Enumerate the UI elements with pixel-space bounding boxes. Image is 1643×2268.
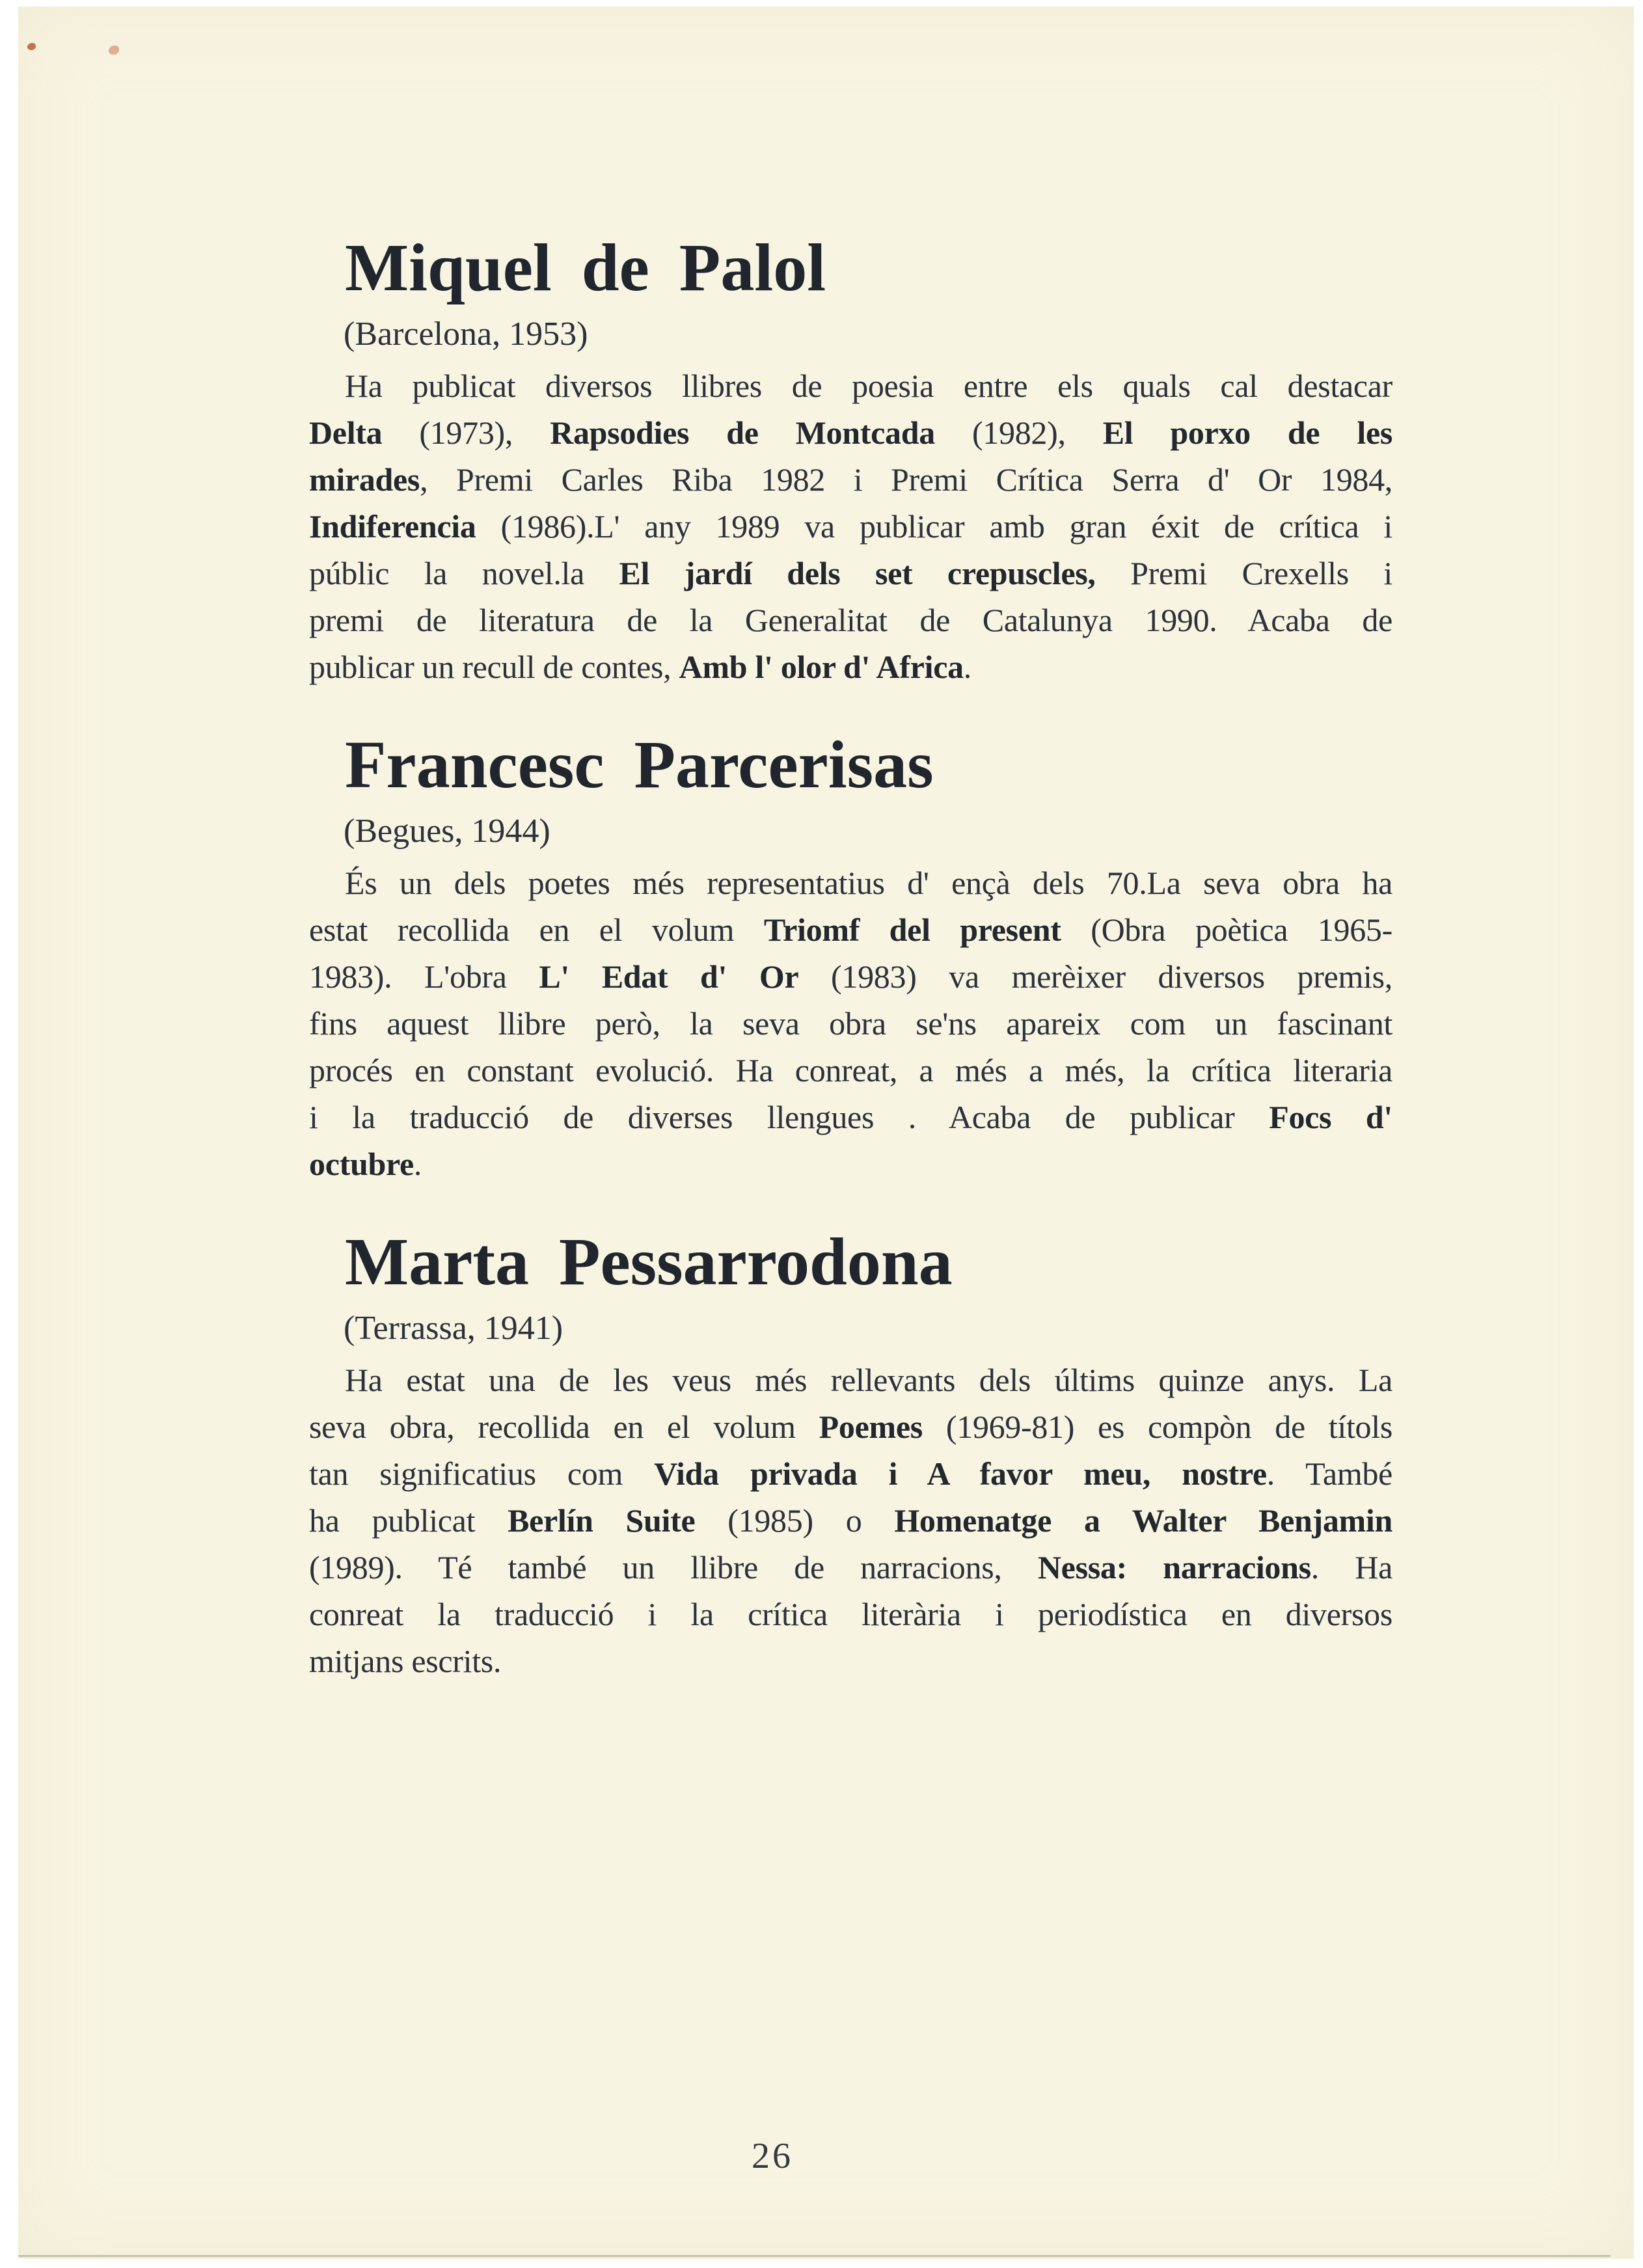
bio-text: . També: [1266, 1455, 1392, 1492]
bio-text: (1969-81) es compòn de títols: [922, 1409, 1393, 1445]
bio-text: (1982),: [934, 414, 1103, 451]
book-title: Delta: [309, 414, 383, 451]
bio-text: 1983). L'obra: [309, 958, 539, 995]
scan-speckle: [109, 46, 119, 55]
book-title: Homenatge a Walter Benjamin: [894, 1502, 1392, 1539]
bio-line: [309, 1403, 1392, 1450]
book-title: El porxo de les: [1102, 414, 1393, 451]
author-origin: (Barcelona, 1953): [344, 316, 588, 353]
bio-line: [309, 1141, 1392, 1187]
book-title: Nessa: narracions: [1037, 1549, 1311, 1586]
book-title: Triomf del present: [763, 911, 1061, 948]
bio-line: [309, 1000, 1392, 1047]
author-bio: [309, 859, 1392, 1187]
bio-line: [309, 953, 1392, 1000]
author-section-francesc-parcerisas: [309, 729, 1392, 1187]
book-title: mirades: [309, 461, 420, 498]
scan-edge-line: [18, 2255, 1610, 2257]
bio-text: Ha publicat diversos llibres de poesia entre els quals cal destacar: [345, 368, 1392, 404]
author-section-miquel-de-palol: [309, 232, 1392, 690]
bio-line: [309, 859, 1392, 906]
book-title: L' Edat d' Or: [539, 958, 799, 995]
bio-text: mitjans escrits.: [309, 1643, 502, 1679]
bio-text: . Ha: [1310, 1549, 1393, 1586]
bio-text: , Premi Carles Riba 1982 i Premi Crítica Serra d' Or 1984,: [420, 461, 1392, 498]
author-origin: (Begues, 1944): [344, 813, 550, 850]
author-section-marta-pessarrodona: [309, 1226, 1392, 1684]
book-title: Poemes: [819, 1409, 923, 1445]
bio-text: públic la novel.la: [309, 555, 619, 591]
book-title: Berlín Suite: [508, 1502, 696, 1539]
author-name-heading: Francesc Parcerisas: [345, 727, 934, 802]
bio-text: procés en constant evolució. Ha conreat, a més a més, la crítica literaria: [309, 1052, 1392, 1088]
bio-text: estat recollida en el volum: [309, 911, 764, 948]
bio-line: [309, 1047, 1392, 1094]
bio-text: (Obra poètica 1965-: [1061, 911, 1392, 948]
bio-text: (1983) va merèixer diversos premis,: [798, 958, 1392, 995]
bio-text: .: [963, 649, 971, 685]
author-bio: [309, 1357, 1392, 1684]
author-name-heading: Miquel de Palol: [345, 230, 826, 305]
book-title: Focs d': [1269, 1099, 1392, 1135]
bio-line: [309, 1497, 1392, 1544]
bio-text: i la traducció de diverses llengues . Acaba de publicar: [309, 1099, 1270, 1135]
bio-text: (1986).L' any 1989 va publicar amb gran éxit de crítica i: [476, 508, 1392, 545]
bio-text: Premi Crexells i: [1095, 555, 1392, 591]
book-title: octubre: [309, 1146, 414, 1182]
book-title: Indiferencia: [309, 508, 476, 545]
bio-line: [309, 550, 1392, 597]
bio-text: Ha estat una de les veus més rellevants dels últims quinze anys. La: [345, 1362, 1392, 1398]
bio-text: (1989). Té també un llibre de narracions,: [309, 1549, 1038, 1586]
bio-line: [309, 1094, 1392, 1141]
bio-line: [309, 1638, 1392, 1684]
bio-line: [309, 362, 1392, 409]
author-bio: [309, 362, 1392, 690]
author-name-heading: Marta Pessarrodona: [345, 1224, 953, 1299]
book-title: Amb l' olor d' Africa: [679, 649, 964, 685]
bio-line: [309, 409, 1392, 456]
bio-line: [309, 503, 1392, 550]
bio-line: [309, 1357, 1392, 1403]
bio-line: [309, 906, 1392, 953]
bio-text: (1985) o: [695, 1502, 895, 1539]
author-origin: (Terrassa, 1941): [344, 1310, 564, 1347]
bio-line: [309, 456, 1392, 503]
bio-text: ha publicat: [309, 1502, 508, 1539]
scan-speckle: [27, 43, 36, 50]
bio-text: .: [413, 1146, 422, 1182]
bio-text: premi de literatura de la Generalitat de Catalunya 1990. Acaba de: [309, 602, 1392, 638]
bio-line: [309, 597, 1392, 643]
book-title: Rapsodies de Montcada: [550, 414, 935, 451]
bio-text: seva obra, recollida en el volum: [309, 1409, 819, 1445]
bio-text: (1973),: [382, 414, 550, 451]
bio-line: [309, 643, 1392, 690]
book-title: Vida privada i A favor meu, nostre: [654, 1455, 1267, 1492]
bio-line: [309, 1450, 1392, 1497]
book-title: El jardí dels set crepuscles,: [619, 555, 1096, 591]
bio-text: tan significatius com: [309, 1455, 655, 1492]
bio-text: fins aquest llibre però, la seva obra se'ns apareix com un fascinant: [309, 1005, 1392, 1042]
bio-line: [309, 1591, 1392, 1638]
bio-text: conreat la traducció i la crítica literària i periodística en diversos: [309, 1596, 1392, 1632]
page-content: [309, 232, 1392, 1684]
bio-text: publicar un recull de contes,: [309, 649, 679, 685]
bio-line: [309, 1544, 1392, 1591]
scanned-page: [18, 7, 1634, 2259]
bio-text: És un dels poetes més representatius d' ençà dels 70.La seva obra ha: [345, 865, 1392, 901]
page-number: 26: [752, 2136, 793, 2176]
